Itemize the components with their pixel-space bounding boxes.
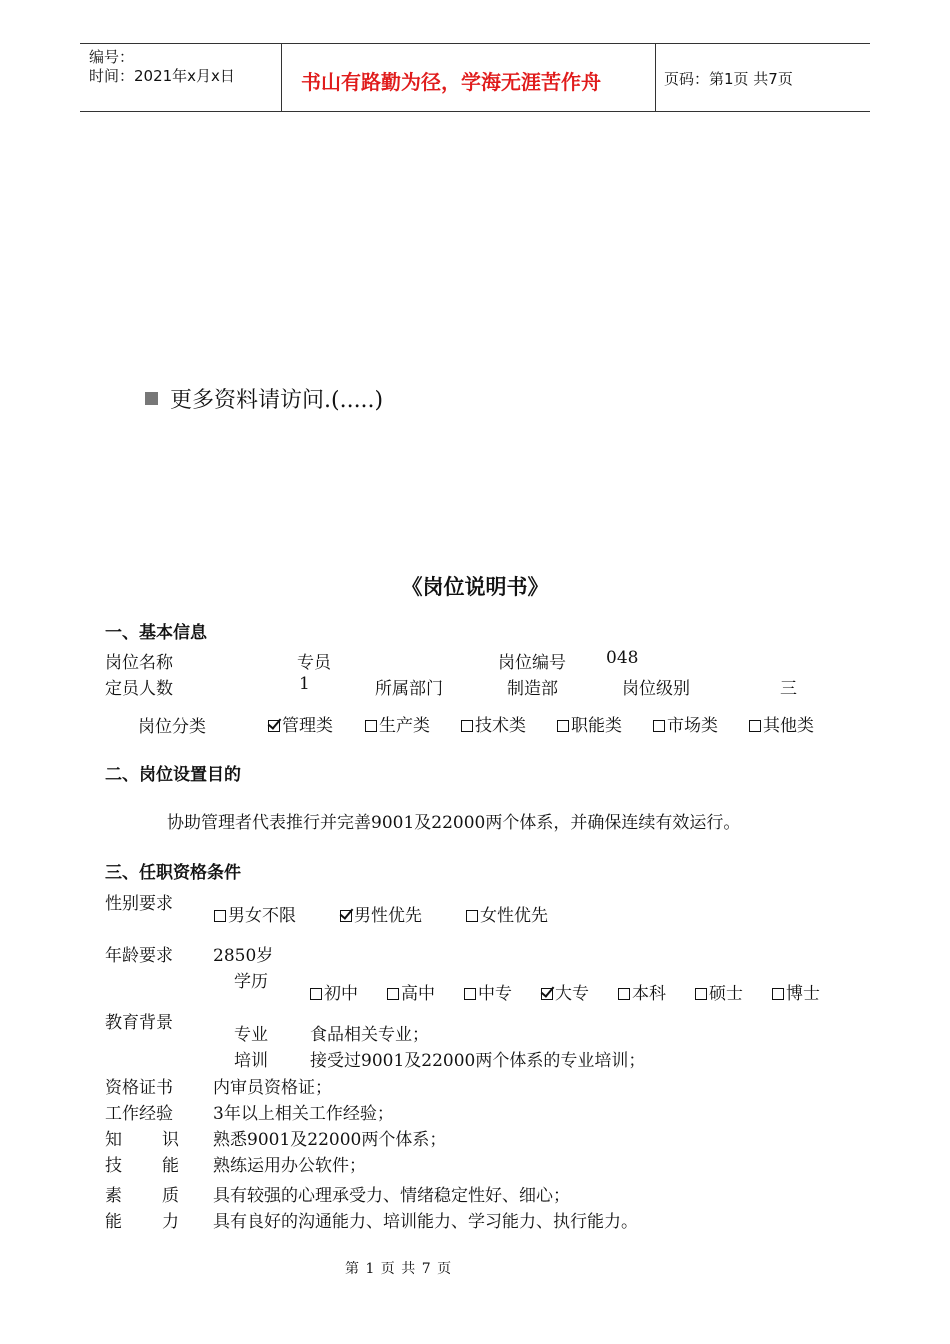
category-option-functional[interactable]: [557, 711, 653, 736]
doc-title: 《岗位说明书》: [401, 575, 549, 599]
degree-option-label: 硕士: [709, 984, 743, 1004]
header-divider-2: [655, 43, 656, 111]
checkbox-checked-icon: [340, 910, 352, 922]
gender-label: 性别要求: [105, 894, 173, 914]
post-name-label: 岗位名称: [105, 653, 173, 673]
gender-option-label: 女性优先: [480, 906, 548, 926]
gender-option-male[interactable]: [340, 901, 466, 926]
level-label: 岗位级别: [622, 679, 690, 699]
cert-value: 内审员资格证；: [213, 1078, 332, 1098]
knowledge-label-1: 知: [105, 1130, 122, 1150]
degree-option-label: 高中: [401, 984, 435, 1004]
header-bottom-border: [80, 111, 870, 112]
edu-label: 教育背景: [105, 1013, 173, 1033]
checkbox-empty-icon: [365, 720, 377, 732]
knowledge-label-2: 识: [162, 1130, 179, 1150]
degree-option-junior[interactable]: [310, 979, 387, 1004]
major-value: 食品相关专业；: [310, 1025, 429, 1045]
category-option-technical[interactable]: [461, 711, 557, 736]
section2-heading: 二、岗位设置目的: [105, 765, 241, 785]
checkbox-empty-icon: [466, 910, 478, 922]
degree-option-label: 博士: [786, 984, 820, 1004]
header-time-label: 时间：2021年x月x日: [89, 67, 235, 85]
page-footer: 第 1 页 共 7 页: [345, 1261, 453, 1277]
checkbox-empty-icon: [695, 988, 707, 1000]
category-option-other[interactable]: [749, 711, 814, 736]
square-bullet-icon: [145, 392, 158, 405]
header-divider-1: [281, 43, 282, 111]
checkbox-empty-icon: [464, 988, 476, 1000]
degree-option-label: 初中: [324, 984, 358, 1004]
checkbox-empty-icon: [772, 988, 784, 1000]
category-option-label: 其他类: [763, 716, 814, 736]
quality-label-1: 素: [105, 1186, 122, 1206]
ability-label-1: 能: [105, 1212, 122, 1232]
header-code-label: 编号：: [89, 48, 135, 66]
degree-option-college[interactable]: [541, 979, 618, 1004]
exp-value: 3年以上相关工作经验；: [213, 1104, 394, 1124]
checkbox-checked-icon: [268, 720, 280, 732]
quality-label-2: 质: [162, 1186, 179, 1206]
degree-option-master[interactable]: [695, 979, 772, 1004]
checkbox-empty-icon: [461, 720, 473, 732]
notice-line: [145, 383, 383, 414]
section3-heading: 三、任职资格条件: [105, 863, 241, 883]
degree-option-vocational[interactable]: [464, 979, 541, 1004]
post-no-label: 岗位编号: [498, 653, 566, 673]
checkbox-empty-icon: [214, 910, 226, 922]
post-name-value: 专员: [297, 653, 331, 673]
skill-value: 熟练运用办公软件；: [213, 1156, 366, 1176]
category-option-label: 职能类: [571, 716, 622, 736]
training-label: 培训: [234, 1051, 268, 1071]
degree-options: [310, 979, 820, 1004]
gender-option-female[interactable]: [466, 901, 548, 926]
purpose-text: 协助管理者代表推行并完善9001及22000两个体系，并确保连续有效运行。: [167, 813, 741, 833]
ability-value: 具有良好的沟通能力、培训能力、学习能力、执行能力。: [213, 1212, 638, 1232]
dept-value: 制造部: [507, 679, 558, 699]
skill-label-2: 能: [162, 1156, 179, 1176]
knowledge-value: 熟悉9001及22000两个体系；: [213, 1130, 447, 1150]
checkbox-empty-icon: [557, 720, 569, 732]
dept-label: 所属部门: [375, 679, 443, 699]
checkbox-empty-icon: [310, 988, 322, 1000]
level-value: 三: [780, 679, 797, 699]
gender-option-label: 男女不限: [228, 906, 296, 926]
checkbox-empty-icon: [618, 988, 630, 1000]
checkbox-checked-icon: [541, 988, 553, 1000]
training-value: 接受过9001及22000两个体系的专业培训；: [310, 1051, 646, 1071]
ability-label-2: 力: [162, 1212, 179, 1232]
degree-option-label: 中专: [478, 984, 512, 1004]
major-label: 专业: [234, 1025, 268, 1045]
degree-label: 学历: [234, 972, 268, 992]
gender-option-any[interactable]: [214, 901, 340, 926]
degree-option-label: 大专: [555, 984, 589, 1004]
post-no-value: 048: [606, 648, 639, 668]
header-motto: 书山有路勤为径，学海无涯苦作舟: [301, 70, 601, 94]
degree-option-senior[interactable]: [387, 979, 464, 1004]
category-option-production[interactable]: [365, 711, 461, 736]
cert-label: 资格证书: [105, 1078, 173, 1098]
gender-options: [214, 901, 548, 926]
checkbox-empty-icon: [749, 720, 761, 732]
quality-value: 具有较强的心理承受力、情绪稳定性好、细心；: [213, 1186, 570, 1206]
category-option-label: 市场类: [667, 716, 718, 736]
age-label: 年龄要求: [105, 946, 173, 966]
category-label: 岗位分类: [138, 717, 206, 737]
exp-label: 工作经验: [105, 1104, 173, 1124]
category-options: [268, 711, 814, 736]
category-option-label: 生产类: [379, 716, 430, 736]
degree-option-bachelor[interactable]: [618, 979, 695, 1004]
degree-option-label: 本科: [632, 984, 666, 1004]
category-option-label: 管理类: [282, 716, 333, 736]
checkbox-empty-icon: [653, 720, 665, 732]
degree-option-doctor[interactable]: [772, 979, 820, 1004]
skill-label-1: 技: [105, 1156, 122, 1176]
header-top-border: [80, 43, 870, 44]
age-value: 2850岁: [213, 946, 274, 966]
gender-option-label: 男性优先: [354, 906, 422, 926]
section1-heading: 一、基本信息: [105, 623, 207, 643]
category-option-management[interactable]: [268, 711, 365, 736]
category-option-market[interactable]: [653, 711, 749, 736]
checkbox-empty-icon: [387, 988, 399, 1000]
headcount-value: 1: [299, 674, 310, 694]
header-page-label: 页码：第1页 共7页: [664, 70, 793, 88]
headcount-label: 定员人数: [105, 679, 173, 699]
notice-text: 更多资料请访问.(.....): [170, 388, 384, 413]
category-option-label: 技术类: [475, 716, 526, 736]
